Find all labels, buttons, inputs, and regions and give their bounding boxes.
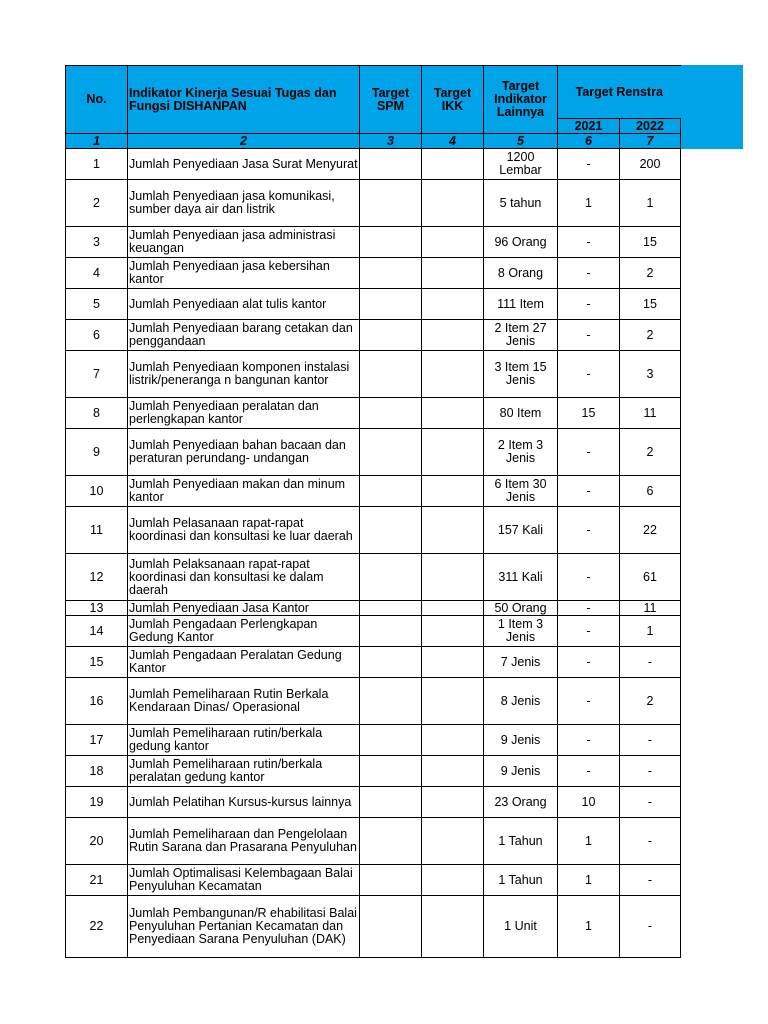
target-spm-cell xyxy=(360,227,422,258)
row-number: 6 xyxy=(66,320,128,351)
target-spm-cell xyxy=(360,601,422,616)
table-row xyxy=(66,258,681,289)
target-2022-cell: 1 xyxy=(620,616,681,647)
target-spm-cell xyxy=(360,149,422,180)
target-ikk-cell xyxy=(422,351,484,398)
target-2022-cell: - xyxy=(620,756,681,787)
column-number: 2 xyxy=(128,134,360,149)
target-2022-cell: - xyxy=(620,896,681,958)
target-2022-cell: 15 xyxy=(620,289,681,320)
header-target-renstra: Target Renstra xyxy=(558,66,681,119)
table-row xyxy=(66,896,681,958)
header-indikator: Indikator Kinerja Sesuai Tugas dan Fungsi DISHANPAN xyxy=(128,66,360,134)
target-ikk-cell xyxy=(422,507,484,554)
row-number: 20 xyxy=(66,818,128,865)
indicator-cell: Jumlah Penyediaan makan dan minum kantor xyxy=(128,476,360,507)
header-target-spm: Target SPM xyxy=(360,66,422,134)
target-ikk-cell xyxy=(422,429,484,476)
table-row xyxy=(66,601,681,616)
target-spm-cell xyxy=(360,756,422,787)
target-lainnya-cell: 2 Item 27 Jenis xyxy=(484,320,558,351)
target-2022-cell: 15 xyxy=(620,227,681,258)
indicator-cell: Jumlah Pemeliharaan dan Pengelolaan Rutin Sarana dan Prasarana Penyuluhan xyxy=(128,818,360,865)
target-ikk-cell xyxy=(422,756,484,787)
table-row xyxy=(66,180,681,227)
target-spm-cell xyxy=(360,476,422,507)
target-2021-cell: - xyxy=(558,554,620,601)
row-number: 13 xyxy=(66,601,128,616)
table-row xyxy=(66,756,681,787)
target-spm-cell xyxy=(360,258,422,289)
target-2021-cell: - xyxy=(558,429,620,476)
target-2022-cell: 2 xyxy=(620,429,681,476)
target-spm-cell xyxy=(360,725,422,756)
target-2021-cell: - xyxy=(558,149,620,180)
target-2021-cell: - xyxy=(558,601,620,616)
indicator-cell: Jumlah Pembangunan/R ehabilitasi Balai Penyuluhan Pertanian Kecamatan dan Penyediaan Sarana Penyuluhan (DAK) xyxy=(128,896,360,958)
target-lainnya-cell: 3 Item 15 Jenis xyxy=(484,351,558,398)
target-2021-cell: - xyxy=(558,678,620,725)
indicator-cell: Jumlah Optimalisasi Kelembagaan Balai Penyuluhan Kecamatan xyxy=(128,865,360,896)
target-2022-cell: - xyxy=(620,818,681,865)
table-row xyxy=(66,289,681,320)
target-ikk-cell xyxy=(422,601,484,616)
target-lainnya-cell: 157 Kali xyxy=(484,507,558,554)
target-2022-cell: 1 xyxy=(620,180,681,227)
row-number: 19 xyxy=(66,787,128,818)
target-2021-cell: 1 xyxy=(558,865,620,896)
target-ikk-cell xyxy=(422,678,484,725)
indicator-cell: Jumlah Pengadaan Perlengkapan Gedung Kantor xyxy=(128,616,360,647)
column-number-row xyxy=(66,134,681,149)
table-row xyxy=(66,429,681,476)
target-ikk-cell xyxy=(422,227,484,258)
target-ikk-cell xyxy=(422,896,484,958)
row-number: 21 xyxy=(66,865,128,896)
indicator-cell: Jumlah Penyediaan peralatan dan perlengkapan kantor xyxy=(128,398,360,429)
target-lainnya-cell: 1 Item 3 Jenis xyxy=(484,616,558,647)
table-row xyxy=(66,149,681,180)
target-2022-cell: - xyxy=(620,787,681,818)
header-target-ikk: Target IKK xyxy=(422,66,484,134)
indicator-cell: Jumlah Penyediaan jasa administrasi keuangan xyxy=(128,227,360,258)
target-2022-cell: 11 xyxy=(620,398,681,429)
table-row xyxy=(66,320,681,351)
target-2021-cell: 15 xyxy=(558,398,620,429)
target-2022-cell: - xyxy=(620,725,681,756)
table-row xyxy=(66,616,681,647)
target-lainnya-cell: 111 Item xyxy=(484,289,558,320)
target-2022-cell: 11 xyxy=(620,601,681,616)
row-number: 17 xyxy=(66,725,128,756)
row-number: 1 xyxy=(66,149,128,180)
table-row xyxy=(66,647,681,678)
table-row xyxy=(66,227,681,258)
target-lainnya-cell: 8 Orang xyxy=(484,258,558,289)
target-2021-cell: - xyxy=(558,258,620,289)
indicator-cell: Jumlah Pemeliharaan Rutin Berkala Kendaraan Dinas/ Operasional xyxy=(128,678,360,725)
row-number: 10 xyxy=(66,476,128,507)
row-number: 4 xyxy=(66,258,128,289)
target-2022-cell: 2 xyxy=(620,258,681,289)
target-spm-cell xyxy=(360,351,422,398)
row-number: 18 xyxy=(66,756,128,787)
target-lainnya-cell: 96 Orang xyxy=(484,227,558,258)
target-spm-cell xyxy=(360,616,422,647)
target-ikk-cell xyxy=(422,787,484,818)
row-number: 14 xyxy=(66,616,128,647)
target-lainnya-cell: 5 tahun xyxy=(484,180,558,227)
table-row xyxy=(66,476,681,507)
target-lainnya-cell: 7 Jenis xyxy=(484,647,558,678)
target-ikk-cell xyxy=(422,398,484,429)
target-2021-cell: - xyxy=(558,616,620,647)
target-2021-cell: - xyxy=(558,507,620,554)
target-2021-cell: - xyxy=(558,647,620,678)
target-ikk-cell xyxy=(422,647,484,678)
target-lainnya-cell: 8 Jenis xyxy=(484,678,558,725)
target-spm-cell xyxy=(360,865,422,896)
column-number: 1 xyxy=(66,134,128,149)
target-2021-cell: 1 xyxy=(558,818,620,865)
table-row xyxy=(66,398,681,429)
row-number: 16 xyxy=(66,678,128,725)
target-lainnya-cell: 23 Orang xyxy=(484,787,558,818)
target-spm-cell xyxy=(360,678,422,725)
row-number: 12 xyxy=(66,554,128,601)
target-spm-cell xyxy=(360,554,422,601)
header-extension-bar xyxy=(680,65,743,149)
target-2021-cell: 10 xyxy=(558,787,620,818)
target-ikk-cell xyxy=(422,616,484,647)
target-lainnya-cell: 1 Tahun xyxy=(484,865,558,896)
header-year-2022: 2022 xyxy=(620,119,681,134)
renstra-target-table xyxy=(65,65,681,958)
indicator-cell: Jumlah Penyediaan alat tulis kantor xyxy=(128,289,360,320)
target-2021-cell: 1 xyxy=(558,180,620,227)
indicator-cell: Jumlah Pelatihan Kursus-kursus lainnya xyxy=(128,787,360,818)
row-number: 7 xyxy=(66,351,128,398)
row-number: 15 xyxy=(66,647,128,678)
header-no: No. xyxy=(66,66,128,134)
target-ikk-cell xyxy=(422,149,484,180)
target-ikk-cell xyxy=(422,554,484,601)
row-number: 9 xyxy=(66,429,128,476)
target-2022-cell: 3 xyxy=(620,351,681,398)
target-ikk-cell xyxy=(422,258,484,289)
row-number: 8 xyxy=(66,398,128,429)
target-ikk-cell xyxy=(422,476,484,507)
target-2021-cell: - xyxy=(558,351,620,398)
indicator-cell: Jumlah Penyediaan komponen instalasi listrik/peneranga n bangunan kantor xyxy=(128,351,360,398)
target-2022-cell: - xyxy=(620,865,681,896)
column-number: 6 xyxy=(558,134,620,149)
target-ikk-cell xyxy=(422,180,484,227)
table-row xyxy=(66,678,681,725)
target-2021-cell: 1 xyxy=(558,896,620,958)
column-number: 7 xyxy=(620,134,681,149)
table-row xyxy=(66,818,681,865)
target-2021-cell: - xyxy=(558,725,620,756)
row-number: 3 xyxy=(66,227,128,258)
target-lainnya-cell: 80 Item xyxy=(484,398,558,429)
table-row xyxy=(66,554,681,601)
target-spm-cell xyxy=(360,320,422,351)
target-lainnya-cell: 1200 Lembar xyxy=(484,149,558,180)
target-2022-cell: - xyxy=(620,647,681,678)
indicator-cell: Jumlah Pemeliharaan rutin/berkala gedung kantor xyxy=(128,725,360,756)
target-ikk-cell xyxy=(422,320,484,351)
indicator-cell: Jumlah Penyediaan Jasa Kantor xyxy=(128,601,360,616)
target-2021-cell: - xyxy=(558,476,620,507)
table-row xyxy=(66,865,681,896)
target-lainnya-cell: 9 Jenis xyxy=(484,725,558,756)
target-ikk-cell xyxy=(422,818,484,865)
row-number: 11 xyxy=(66,507,128,554)
header-year-2021: 2021 xyxy=(558,119,620,134)
column-number: 5 xyxy=(484,134,558,149)
table-row xyxy=(66,351,681,398)
table-row xyxy=(66,725,681,756)
target-spm-cell xyxy=(360,180,422,227)
target-lainnya-cell: 50 Orang xyxy=(484,601,558,616)
row-number: 2 xyxy=(66,180,128,227)
target-spm-cell xyxy=(360,896,422,958)
target-2021-cell: - xyxy=(558,320,620,351)
target-spm-cell xyxy=(360,507,422,554)
target-2022-cell: 2 xyxy=(620,678,681,725)
indicator-cell: Jumlah Pelasanaan rapat-rapat koordinasi dan konsultasi ke luar daerah xyxy=(128,507,360,554)
indicator-cell: Jumlah Penyediaan jasa komunikasi, sumber daya air dan listrik xyxy=(128,180,360,227)
target-2021-cell: - xyxy=(558,756,620,787)
target-2022-cell: 2 xyxy=(620,320,681,351)
indicator-cell: Jumlah Penyediaan Jasa Surat Menyurat xyxy=(128,149,360,180)
table-row xyxy=(66,507,681,554)
target-lainnya-cell: 311 Kali xyxy=(484,554,558,601)
indicator-cell: Jumlah Pengadaan Peralatan Gedung Kantor xyxy=(128,647,360,678)
target-2022-cell: 200 xyxy=(620,149,681,180)
header-target-lainnya: Target Indikator Lainnya xyxy=(484,66,558,134)
row-number: 5 xyxy=(66,289,128,320)
target-lainnya-cell: 6 Item 30 Jenis xyxy=(484,476,558,507)
target-2021-cell: - xyxy=(558,289,620,320)
target-2022-cell: 22 xyxy=(620,507,681,554)
target-lainnya-cell: 2 Item 3 Jenis xyxy=(484,429,558,476)
target-lainnya-cell: 1 Unit xyxy=(484,896,558,958)
target-ikk-cell xyxy=(422,725,484,756)
target-lainnya-cell: 1 Tahun xyxy=(484,818,558,865)
indicator-cell: Jumlah Pelaksanaan rapat-rapat koordinasi dan konsultasi ke dalam daerah xyxy=(128,554,360,601)
target-spm-cell xyxy=(360,647,422,678)
indicator-cell: Jumlah Penyediaan barang cetakan dan penggandaan xyxy=(128,320,360,351)
target-ikk-cell xyxy=(422,289,484,320)
target-spm-cell xyxy=(360,818,422,865)
target-spm-cell xyxy=(360,398,422,429)
column-number: 4 xyxy=(422,134,484,149)
indicator-cell: Jumlah Pemeliharaan rutin/berkala peralatan gedung kantor xyxy=(128,756,360,787)
target-ikk-cell xyxy=(422,865,484,896)
indicator-cell: Jumlah Penyediaan jasa kebersihan kantor xyxy=(128,258,360,289)
row-number: 22 xyxy=(66,896,128,958)
column-number: 3 xyxy=(360,134,422,149)
target-2022-cell: 61 xyxy=(620,554,681,601)
target-spm-cell xyxy=(360,429,422,476)
target-2022-cell: 6 xyxy=(620,476,681,507)
table-row xyxy=(66,787,681,818)
target-lainnya-cell: 9 Jenis xyxy=(484,756,558,787)
target-spm-cell xyxy=(360,787,422,818)
indicator-cell: Jumlah Penyediaan bahan bacaan dan peraturan perundang- undangan xyxy=(128,429,360,476)
target-2021-cell: - xyxy=(558,227,620,258)
target-spm-cell xyxy=(360,289,422,320)
